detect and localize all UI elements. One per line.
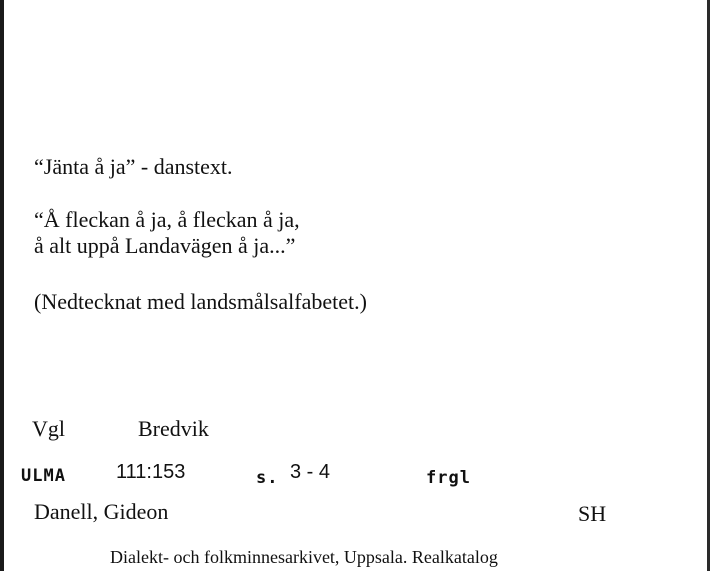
category-tag: frgl [426, 468, 471, 488]
transcription-note: (Nedtecknat med landsmålsalfabetet.) [34, 289, 367, 314]
record-title: “Jänta å ja” - danstext. [34, 154, 233, 179]
pages-prefix: s. [256, 468, 279, 488]
informant-name: Danell, Gideon [34, 499, 169, 524]
verse-line-2: å alt uppå Landavägen å ja...” [34, 233, 296, 258]
pages-range: 3 - 4 [290, 461, 331, 483]
archive-number: 111:153 [116, 461, 186, 483]
recorder-initials: SH [578, 501, 607, 526]
archive-footer: Dialekt- och folkminnesarkivet, Uppsala. Realkatalog [110, 547, 498, 567]
archive-code: ULMA [21, 466, 66, 486]
region-code: Vgl [32, 416, 65, 441]
verse-line-1: “Å fleckan å ja, å fleckan å ja, [34, 207, 300, 232]
card-left-edge [0, 0, 4, 571]
place-name: Bredvik [138, 416, 209, 441]
